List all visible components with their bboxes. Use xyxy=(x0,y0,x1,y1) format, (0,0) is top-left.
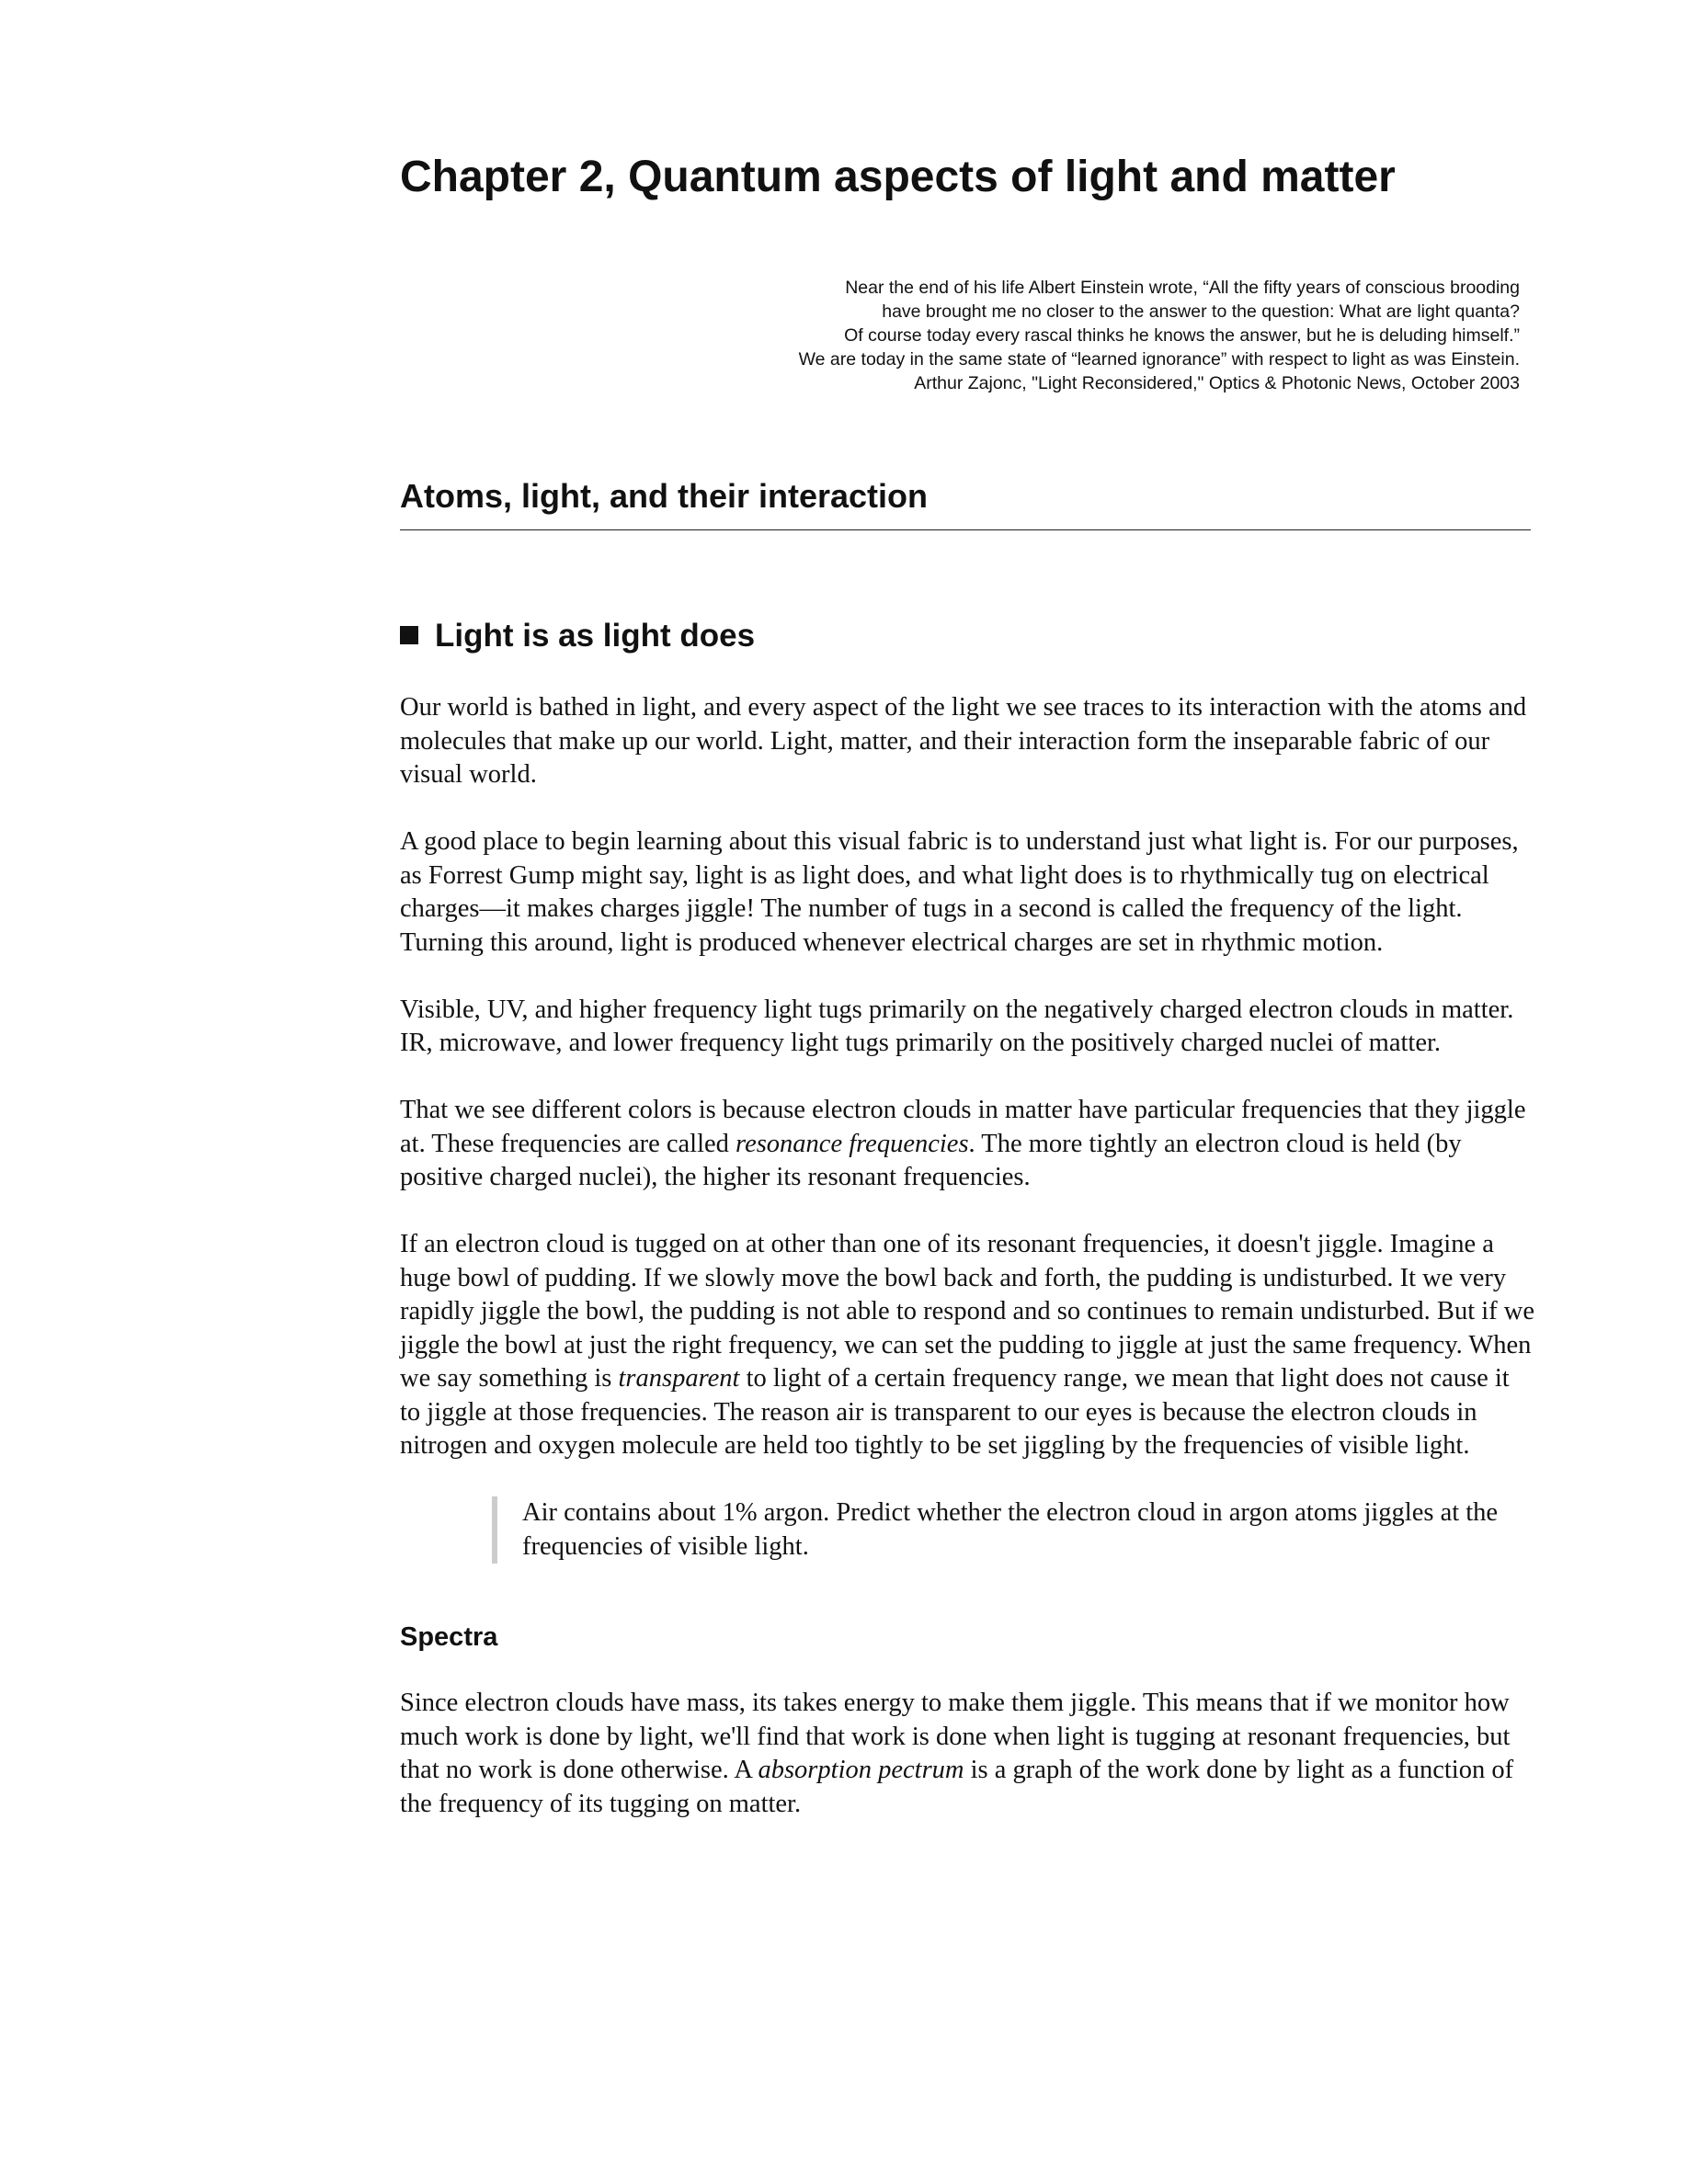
emphasized-term: transparent xyxy=(618,1364,740,1393)
subsection-heading xyxy=(400,616,755,656)
paragraph: Visible, UV, and higher frequency light tugs primarily on the negatively charged electron clouds in matter. IR, microwave, and lower frequency light tugs primarily on the positively charged nuclei of matter. xyxy=(400,995,1514,1057)
text-run: . The more tightly an electron cloud is held (by positive charged nuclei), the higher its resonant frequencies. xyxy=(400,1129,1462,1191)
text-run: is a graph of the work done by light as a function of the frequency of its tugging on matter. xyxy=(400,1756,1514,1818)
body-text xyxy=(400,691,1535,1855)
emphasized-term: resonance frequencies xyxy=(736,1129,969,1158)
question-text: Air contains about 1% argon. Predict whether the electron cloud in argon atoms jiggles at the frequencies of visible light. xyxy=(522,1498,1499,1561)
text-run: Since electron clouds have mass, its takes energy to make them jiggle. This means that if we monitor how much work is done by light, we'll find that work is done when light is tugging at resonant frequencies, but that no work is done otherwise. A xyxy=(400,1689,1511,1784)
epigraph-line: Of course today every rascal thinks he knows the answer, but he is deluding himself.” xyxy=(844,325,1520,346)
paragraph xyxy=(400,1094,1535,1195)
paragraph xyxy=(400,1687,1535,1821)
question-callout xyxy=(492,1496,1535,1564)
epigraph xyxy=(600,276,1520,395)
chapter-title: Chapter 2, Quantum aspects of light and matter xyxy=(400,153,1396,201)
paragraph: A good place to begin learning about this visual fabric is to understand just what light is. For our purposes, as Forrest Gump might say, light is as light does, and what light does is to rhythmically tug on electrical charges—it makes charges jiggle! The number of tugs in a second is called the frequency of the light. Turning this around, light is produced whenever electrical charges are set in rhythmic motion. xyxy=(400,827,1519,957)
epigraph-line: Near the end of his life Albert Einstein wrote, “All the fifty years of conscious brooding xyxy=(845,278,1520,298)
text-run: That we see different colors is because electron clouds in matter have particular frequencies that they jiggle at. These frequencies are called xyxy=(400,1096,1526,1158)
subsection-title: Light is as light does xyxy=(435,618,756,654)
epigraph-line: We are today in the same state of “learned ignorance” with respect to light as was Einstein. xyxy=(798,349,1520,370)
epigraph-line: have brought me no closer to the answer to the question: What are light quanta? xyxy=(882,301,1520,322)
square-bullet-icon xyxy=(400,626,418,644)
paragraph: Our world is bathed in light, and every aspect of the light we see traces to its interaction with the atoms and molecules that make up our world. Light, matter, and their interaction form the inseparable fabric of our visual world. xyxy=(400,693,1527,789)
epigraph-attribution: Arthur Zajonc, "Light Reconsidered," Optics & Photonic News, October 2003 xyxy=(914,373,1520,393)
text-run: to light of a certain frequency range, we mean that light does not cause it to jiggle at those frequencies. The reason air is transparent to our eyes is because the electron clouds in nitrogen and oxygen molecule are held too tightly to be set jiggling by the frequencies of visible light. xyxy=(400,1364,1510,1460)
section-title: Atoms, light, and their interaction xyxy=(400,476,1531,530)
paragraph xyxy=(400,1228,1535,1463)
emphasized-term: absorption pectrum xyxy=(758,1756,964,1784)
spectra-heading: Spectra xyxy=(400,1622,498,1652)
text-run: If an electron cloud is tugged on at other than one of its resonant frequencies, it doesn't jiggle. Imagine a huge bowl of pudding. If we slowly move the bowl back and forth, the pudding is undisturbed. It we very rapidly jiggle the bowl, the pudding is not able to respond and so continues to remain undisturbed. But if we jiggle the bowl at just the right frequency, we can set the pudding to jiggle at just the same frequency. When we say something is xyxy=(400,1230,1535,1393)
